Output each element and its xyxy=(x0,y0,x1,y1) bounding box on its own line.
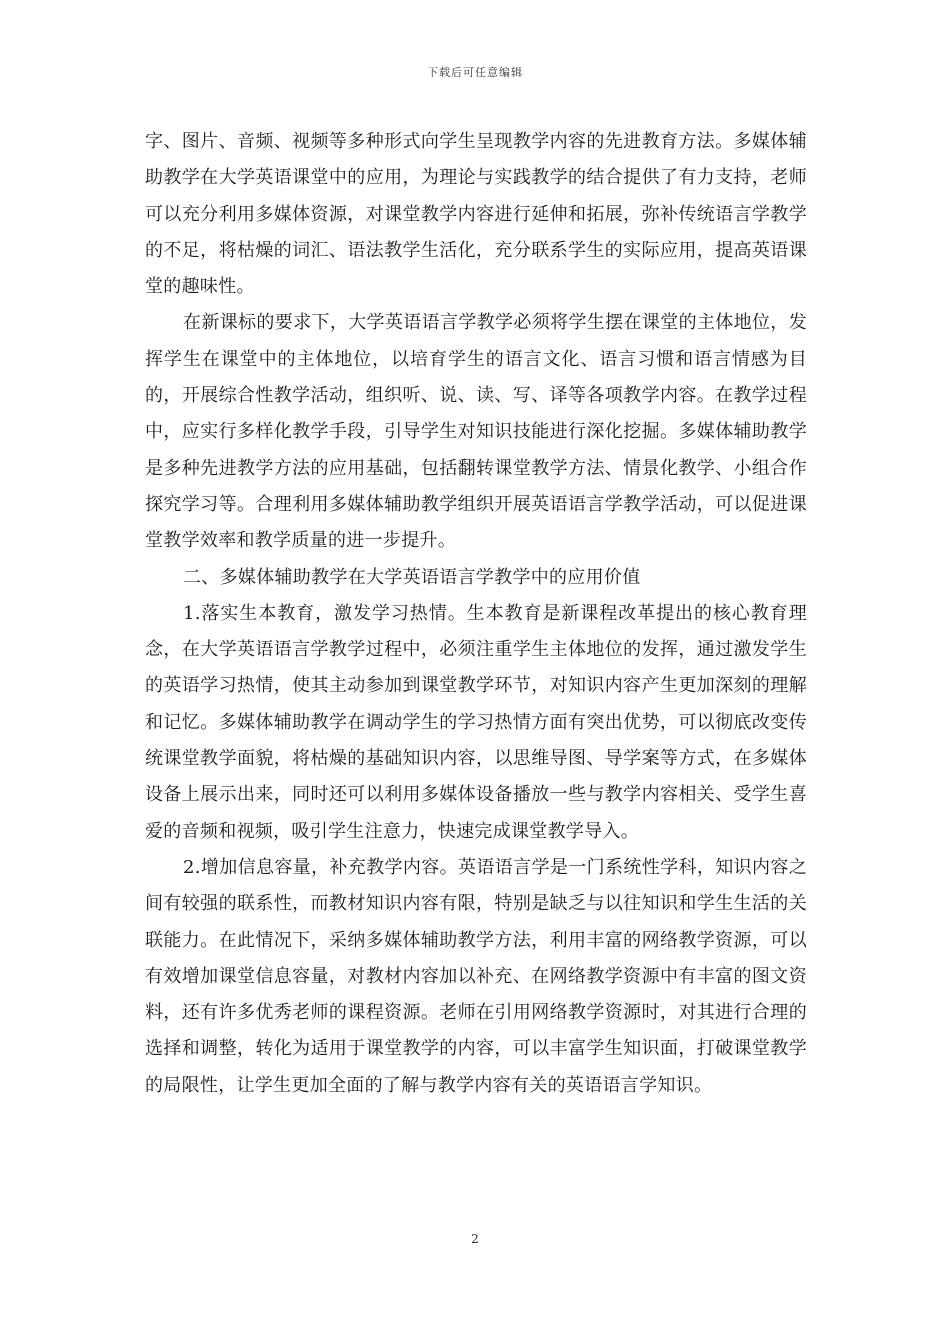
paragraph-point-2: 2.增加信息容量，补充教学内容。英语语言学是一门系统性学科，知识内容之间有较强的联系性，而教材知识内容有限，特别是缺乏与以往知识和学生生活的关联能力。在此情况下，采纳多媒体辅助教学方法，利用丰富的网络教学资源，可以有效增加课堂信息容量，对教材内容加以补充、在网络教学资源中有丰富的图文资料，还有许多优秀老师的课程资源。老师在引用网络教学资源时，对其进行合理的选择和调整，转化为适用于课堂教学的内容，可以丰富学生知识面，打破课堂教学的局限性，让学生更加全面的了解与教学内容有关的英语语言学知识。 xyxy=(145,856,807,1096)
section-heading: 二、多媒体辅助教学在大学英语语言学教学中的应用价值 xyxy=(183,566,641,588)
page-number: 2 xyxy=(471,1232,479,1246)
page-header: 下载后可任意编辑 xyxy=(427,66,523,79)
document-body xyxy=(145,124,807,1104)
paragraph-point-1: 1.落实生本教育，激发学习热情。生本教育是新课程改革提出的核心教育理念，在大学英语语言学教学过程中，必须注重学生主体地位的发挥，通过激发学生的英语学习热情，使其主动参加到课堂教学环节，对知识内容产生更加深刻的理解和记忆。多媒体辅助教学在调动学生的学习热情方面有突出优势，可以彻底改变传统课堂教学面貌，将枯燥的基础知识内容，以思维导图、导学案等方式，在多媒体设备上展示出来，同时还可以利用多媒体设备播放一些与教学内容相关、受学生喜爱的音频和视频，吸引学生注意力，快速完成课堂教学导入。 xyxy=(145,602,807,842)
paragraph-continuation: 字、图片、音频、视频等多种形式向学生呈现教学内容的先进教育方法。多媒体辅助教学在大学英语课堂中的应用，为理论与实践教学的结合提供了有力支持，老师可以充分利用多媒体资源，对课堂教学内容进行延伸和拓展，弥补传统语言学教学的不足，将枯燥的词汇、语法教学生活化，充分联系学生的实际应用，提高英语课堂的趣味性。 xyxy=(145,131,807,298)
paragraph-new-curriculum: 在新课标的要求下，大学英语语言学教学必须将学生摆在课堂的主体地位，发挥学生在课堂中的主体地位，以培育学生的语言文化、语言习惯和语言情感为目的，开展综合性教学活动，组织听、说、读、写、译等各项教学内容。在教学过程中，应实行多样化教学手段，引导学生对知识技能进行深化挖掘。多媒体辅助教学是多种先进教学方法的应用基础，包括翻转课堂教学方法、情景化教学、小组合作探究学习等。合理利用多媒体辅助教学组织开展英语语言学教学活动，可以促进课堂教学效率和教学质量的进一步提升。 xyxy=(145,312,807,552)
